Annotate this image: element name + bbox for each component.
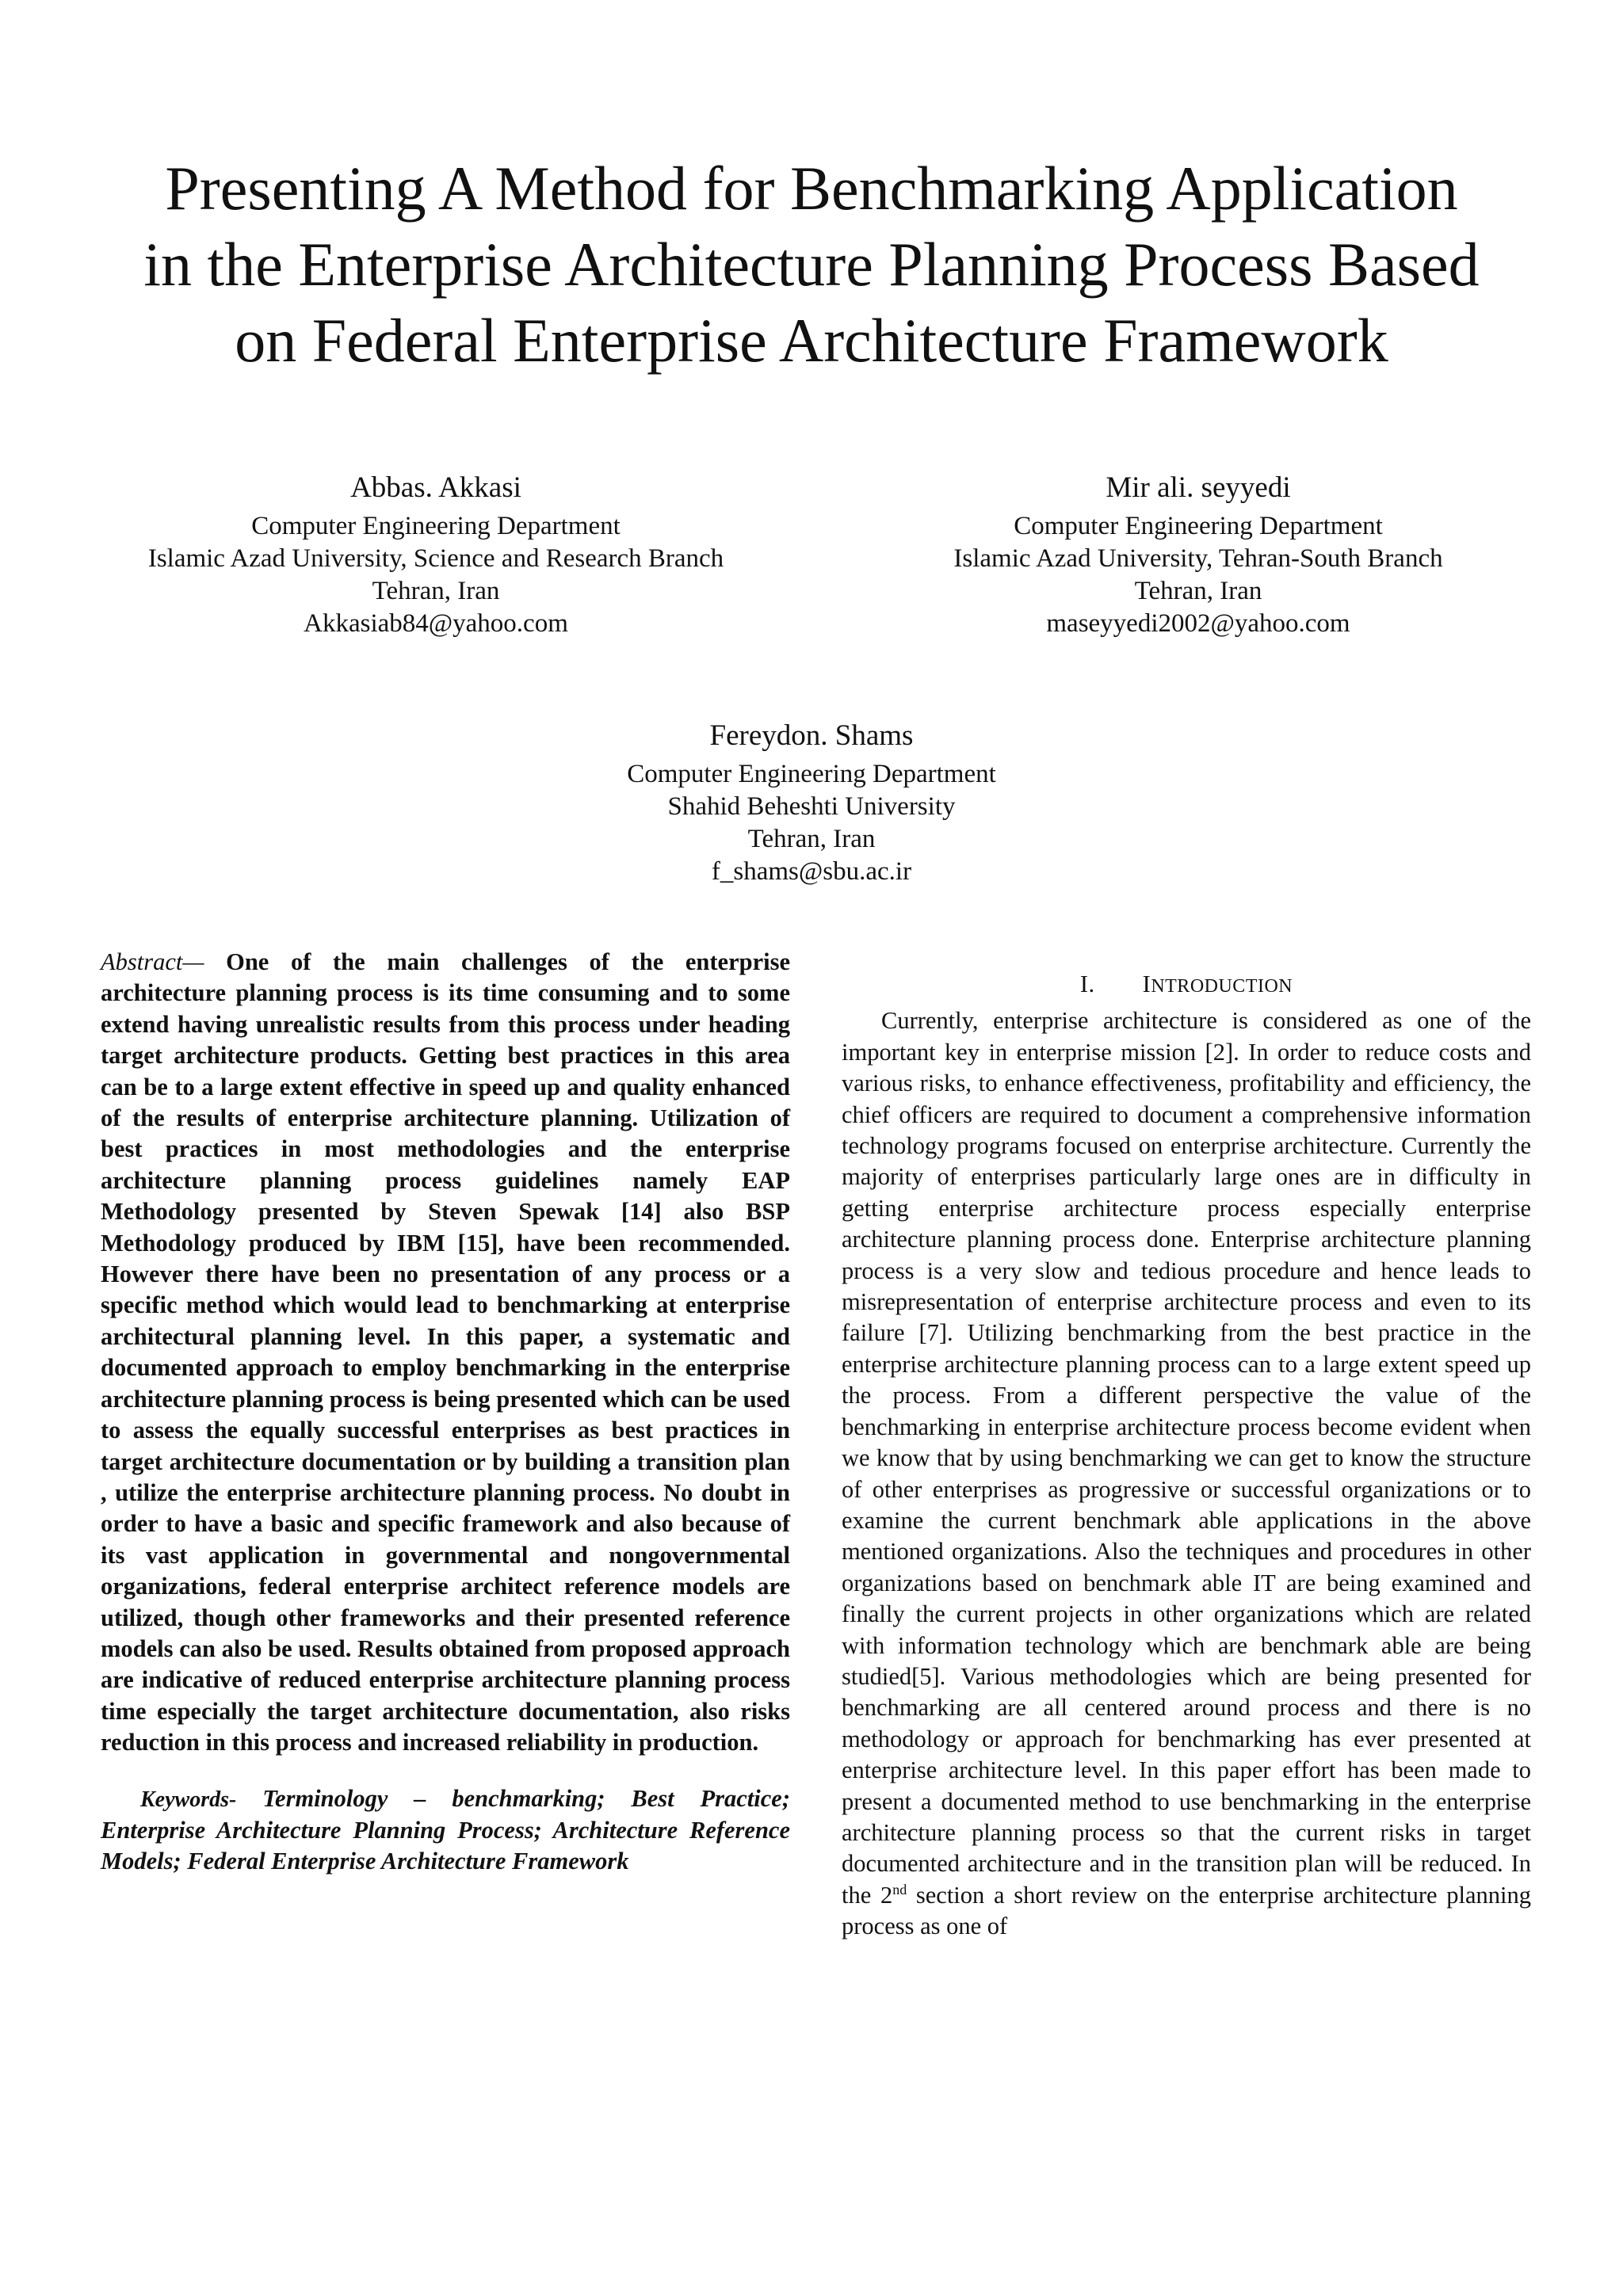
author-affiliation: Shahid Beheshti University xyxy=(667,792,956,821)
abstract-lead: Abstract— xyxy=(101,948,204,975)
author-department: Computer Engineering Department xyxy=(627,760,996,788)
author-department: Computer Engineering Department xyxy=(1014,512,1383,540)
paper-title xyxy=(79,151,1544,379)
title-line-1: Presenting A Method for Benchmarking Application xyxy=(165,154,1458,223)
keywords-lead: Keywords- xyxy=(140,1787,237,1812)
keywords-text: Terminology – benchmarking; Best Practice; Enterprise Architecture Planning Process; Architecture Reference Models; Federal Enterprise Architecture Framework xyxy=(101,1784,790,1875)
section-heading xyxy=(842,969,1531,1002)
keywords xyxy=(101,1783,790,1878)
author-affiliation: Islamic Azad University, Tehran-South Branch xyxy=(953,544,1443,573)
intro-text: Currently, enterprise architecture is considered as one of the important key in enterprise mission [2]. In order to reduce costs and various risks, to enhance effectiveness, profitability and efficiency, the chief officers are required to document a comprehensive information technology programs focused on enterprise architecture. Currently the majority of enterprises particularly large ones are in difficulty in getting enterprise architecture process especially enterprise architecture planning process done. Enterprise architecture planning process is a very slow and tedious procedure and hence leads to misrepresentation of enterprise architecture process and even to its failure [7]. Utilizing benchmarking from the best practice in the enterprise architecture planning process can to a large extent speed up the process. From a different perspective the value of the benchmarking in enterprise architecture process become evident when we know that by using benchmarking we can get to know the structure of other enterprises as progressive or successful organizations or to examine the current benchmark able applications in the above mentioned organizations. Also the techniques and procedures in other organizations based on benchmark able IT are being examined and finally the current projects in other organizations which are related with information technology which are benchmark able are being studied[5]. Various methodologies which are being presented for benchmarking are all centered around process and there is no methodology or approach for benchmarking has ever presented at enterprise architecture level. In this paper effort has been made to present a documented method to use benchmarking in the enterprise architecture planning process so that the current risks in target documented architecture and in the transition plan will be reduced. In the 2 xyxy=(842,1007,1531,1909)
author-name: Fereydon. Shams xyxy=(709,719,914,752)
section-title-initial: I xyxy=(1142,971,1151,997)
title-line-3: on Federal Enterprise Architecture Framework xyxy=(235,306,1388,375)
author-email: maseyyedi2002@yahoo.com xyxy=(1046,609,1350,638)
author-email: Akkasiab84@yahoo.com xyxy=(304,609,568,638)
title-line-2: in the Enterprise Architecture Planning Process Based xyxy=(143,230,1480,299)
author-name: Abbas. Akkasi xyxy=(350,471,521,504)
intro-paragraph xyxy=(842,1005,1531,1942)
right-column xyxy=(842,947,1531,1943)
author-location: Tehran, Iran xyxy=(747,825,876,853)
author-name: Mir ali. seyyedi xyxy=(1106,471,1291,504)
intro-text-continued: section a short review on the enterprise architecture planning process as one of xyxy=(842,1881,1531,1940)
author-affiliation: Islamic Azad University, Science and Research Branch xyxy=(147,544,724,573)
author-location: Tehran, Iran xyxy=(372,577,500,605)
abstract-text: One of the main challenges of the enterprise architecture planning process is its time consuming and to some extend having unrealistic results from this process under heading target architecture products. Getting best practices in this area can be to a large extent effective in speed up and quality enhanced of the results of enterprise architecture planning. Utilization of best practices in most methodologies and the enterprise architecture planning process guidelines namely EAP Methodology presented by Steven Spewak [14] also BSP Methodology produced by IBM [15], have been recommended. However there have been no presentation of any process or a specific method which would lead to benchmarking at enterprise architectural planning level. In this paper, a systematic and documented approach to employ benchmarking in the enterprise architecture planning process is being presented which can be used to assess the equally successful enterprises as best practices in target architecture documentation or by building a transition plan , utilize the enterprise architecture planning process. No doubt in order to have a basic and specific framework and also because of its vast application in governmental and nongovernmental organizations, federal enterprise architect reference models are utilized, though other frameworks and their presented reference models can also be used. Results obtained from proposed approach are indicative of reduced enterprise architecture planning process time especially the target architecture documentation, also risks reduction in this process and increased reliability in production. xyxy=(101,948,790,1756)
author-block-3 xyxy=(463,717,1160,888)
author-block-2 xyxy=(850,469,1547,640)
section-number: I. xyxy=(1079,971,1095,997)
author-email: f_shams@sbu.ac.ir xyxy=(711,857,912,886)
section-title-rest: NTRODUCTION xyxy=(1151,976,1293,997)
abstract xyxy=(101,947,790,1759)
left-column xyxy=(101,947,790,1901)
intro-superscript: nd xyxy=(892,1881,907,1897)
author-location: Tehran, Iran xyxy=(1134,577,1262,605)
author-department: Computer Engineering Department xyxy=(251,512,621,540)
author-block-1 xyxy=(87,469,785,640)
